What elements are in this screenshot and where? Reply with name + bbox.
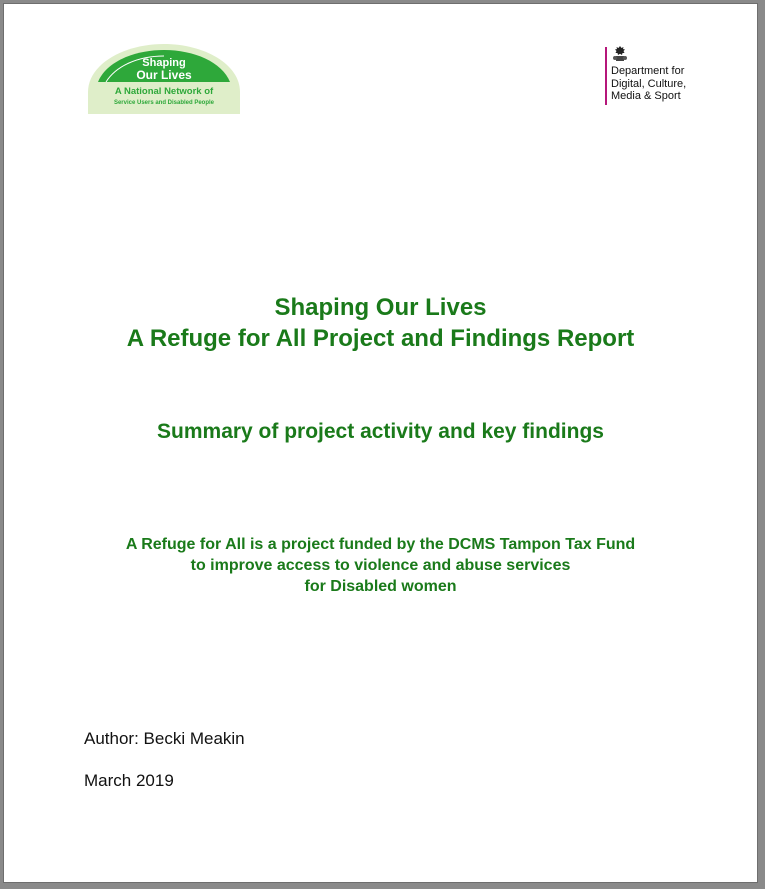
description-line-2: to improve access to violence and abuse services	[190, 557, 571, 574]
shaping-our-lives-logo	[86, 42, 242, 114]
sol-logo-line4: Service Users and Disabled People	[113, 100, 215, 106]
author-line: Author: Becki Meakin	[84, 729, 245, 748]
dcms-name: Department for Digital, Culture, Media & Sport	[611, 65, 687, 102]
description-line-1: A Refuge for All is a project funded by the DCMS Tampon Tax Fund	[125, 536, 636, 553]
shaping-our-lives-logo-graphic	[86, 42, 242, 114]
publication-date: March 2019	[84, 771, 174, 790]
dcms-logo	[601, 45, 701, 109]
dcms-accent-bar	[605, 47, 607, 105]
project-description	[4, 534, 757, 597]
title-line-2: A Refuge for All Project and Findings Report	[126, 325, 635, 352]
page-title	[4, 292, 757, 354]
sol-logo-line3: A National Network of	[114, 86, 214, 97]
sol-logo-line1: Shaping	[142, 57, 186, 69]
description-line-3: for Disabled women	[304, 578, 457, 595]
royal-crest-icon	[611, 45, 629, 63]
sol-logo-line2: Our Lives	[136, 68, 192, 82]
title-line-1: Shaping Our Lives	[274, 294, 487, 321]
page-subtitle: Summary of project activity and key findings	[157, 420, 604, 443]
document-page	[3, 3, 758, 883]
